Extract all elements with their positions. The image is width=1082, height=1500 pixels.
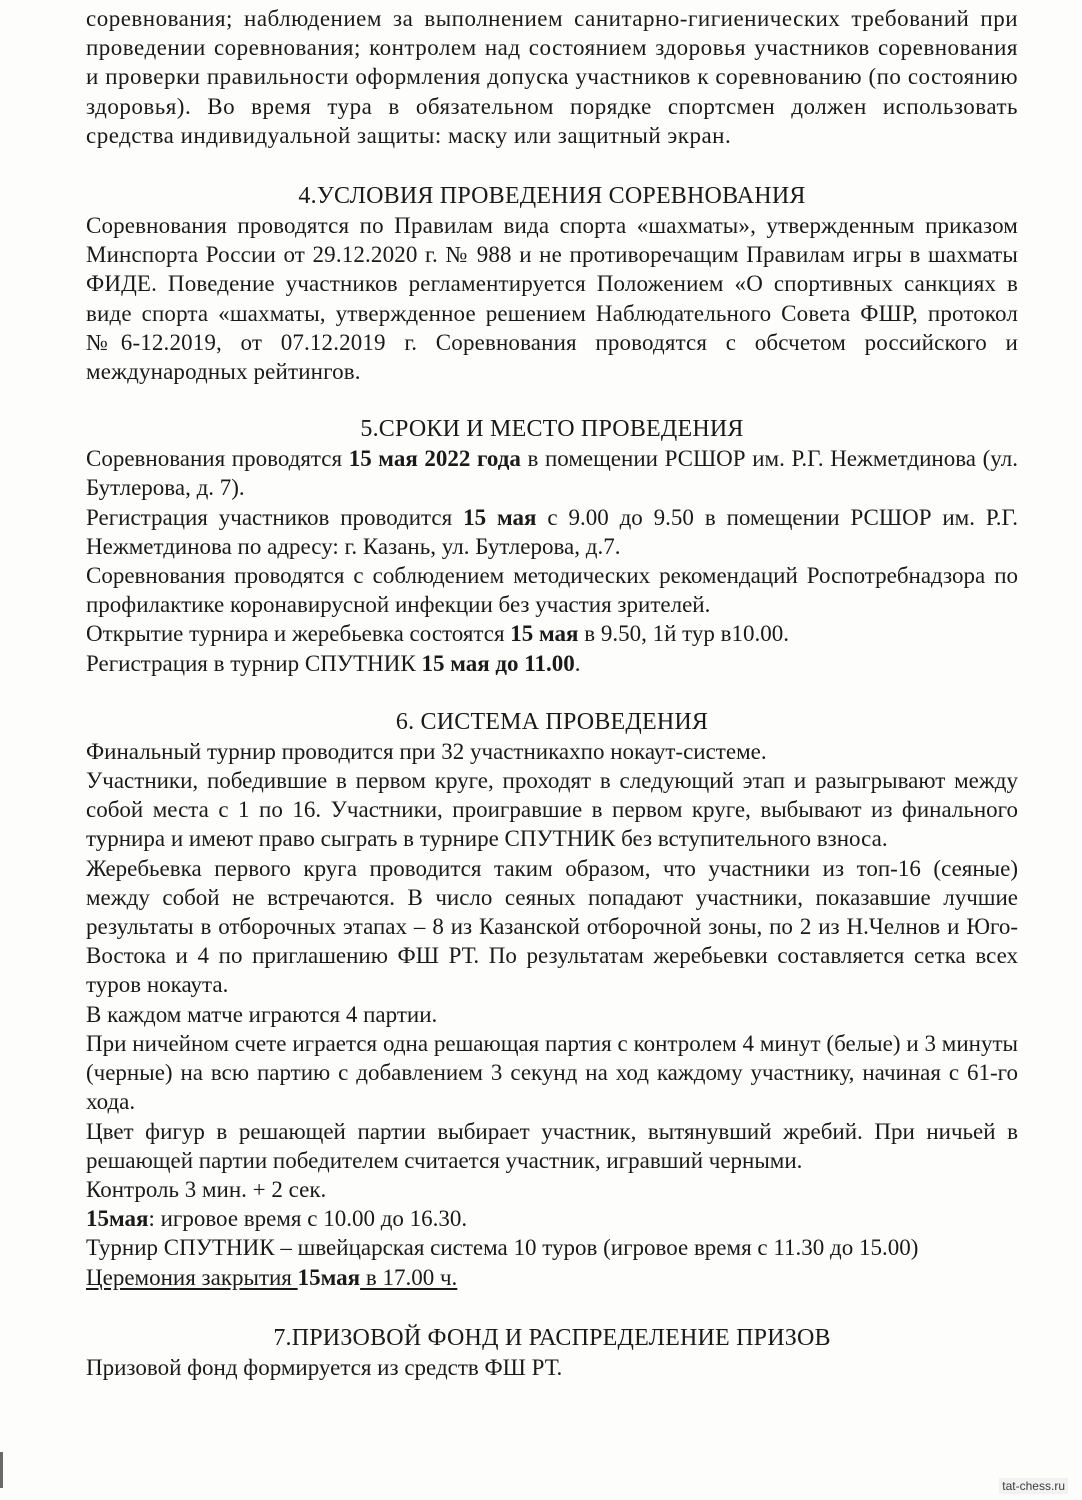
section-6-paragraph-3: Жеребьевка первого круга проводится таким образом, что участники из топ-16 (сеяные) между собой не встречаются. В число сеяных попадают участники, показавшие лучшие результаты в отборочных этапах – 8 из Казанской отборочной зоны, по 2 из Н.Челнов и Юго-Востока и 4 по приглашению ФШ РТ. По результатам жеребьевки составляется сетка всех туров нокаута. [86,855,1018,998]
section-6-paragraph-8 [86,1204,1018,1233]
section-5-paragraph-4 [86,619,1018,648]
text: Регистрация в турнир СПУТНИК [86,650,422,676]
section-6-paragraph-5: При ничейном счете играется одна решающая партия с контролем 4 минут (белые) и 3 минуты (черные) на всю партию с добавлением 3 секунд на ход каждому участнику, начиная с 61-го хода. [86,1030,1018,1115]
section-6-paragraph-9: Турнир СПУТНИК – швейцарская система 10 туров (игровое время с 11.30 до 15.00) [86,1235,919,1261]
ceremony-underlined: Церемония закрытия [86,1264,298,1290]
section-5-heading: 5.СРОКИ И МЕСТО ПРОВЕДЕНИЯ [360,416,744,443]
site-watermark: tat-chess.ru [999,1478,1068,1494]
text: Соревнования проводятся [86,446,349,472]
section-6-paragraph-6: Цвет фигур в решающей партии выбирает участник, вытянувший жребий. При ничьей в решающей партии победителем считается участник, игравший черными. [86,1118,1018,1173]
document-body [86,0,1018,1382]
section-5-paragraph-5 [86,649,1018,678]
text: : игровое время с 10.00 до 16.30. [148,1206,468,1232]
section-5-paragraph-2 [86,503,1018,561]
section-6-paragraph-4: В каждом матче играются 4 партии. [86,1001,438,1027]
date-bold: 15мая [297,1264,361,1290]
section-5-paragraph-3: Соревнования проводятся с соблюдением методических рекомендаций Роспотребнадзора по профилактике коронавирусной инфекции без участия зрителей. [86,563,1018,618]
section-6-paragraph-10 [86,1263,1018,1292]
date-bold: 15 мая 2022 года [348,446,521,472]
date-bold: 15 мая до 11.00 [421,650,575,676]
text: в 9.50, 1й тур в10.00. [578,621,790,647]
section-7-heading: 7.ПРИЗОВОЙ ФОНД И РАСПРЕДЕЛЕНИЕ ПРИЗОВ [273,1324,831,1351]
section-5-paragraph-1 [86,444,1018,502]
ceremony-time-underlined: в 17.00 ч. [360,1264,458,1290]
section-6-paragraph-2: Участники, победившие в первом круге, проходят в следующий этап и разыгрывают между собой места с 1 по 16. Участники, проигравшие в первом круге, выбывают из финального турнира и имеют право сыграть в турнире СПУТНИК без вступительного взноса. [86,768,1018,852]
text: Регистрация участников проводится [86,504,464,530]
section-6-paragraph-7: Контроль 3 мин. + 2 сек. [86,1176,327,1202]
section-4-heading: 4.УСЛОВИЯ ПРОВЕДЕНИЯ СОРЕВНОВАНИЯ [298,183,806,210]
section-7-paragraph-1: Призовой фонд формируется из средств ФШ РТ. [86,1354,563,1380]
date-bold: 15 мая [510,621,579,647]
date-bold: 15мая [86,1206,149,1232]
section-6-paragraph-1: Финальный турнир проводится при 32 участникахпо нокаут-системе. [86,738,767,764]
text: . [574,650,581,676]
date-bold: 15 мая [463,504,537,530]
text: с 9.00 до 9.50 в помещении РСШОР им. Р.Г. Нежметдинова по адресу: г. Казань, ул. Бутлерова, д.7. [86,504,1019,559]
section-6-heading: 6. СИСТЕМА ПРОВЕДЕНИЯ [395,708,709,735]
text: Открытие турнира и жеребьевка состоятся [86,621,511,647]
intro-paragraph: соревнования; наблюдением за выполнением санитарно-гигиенических требований при проведении соревнования; контролем над состоянием здоровья участников соревнования и проверки правильности оформления допуска участников к соревнованию (по состоянию здоровья). Во время тура в обязательном порядке спортсмен должен использовать средства индивидуальной защиты: маску или защитный экран. [86,6,1018,148]
text: в помещении РСШОР им. Р.Г. Нежметдинова (ул. Бутлерова, д. 7). [86,446,1018,501]
section-4-paragraph: Соревнования проводятся по Правилам вида спорта «шахматы», утвержденным приказом Минспорта России от 29.12.2020 г. № 988 и не противоречащим Правилам игры в шахматы ФИДЕ. Поведение участников регламентируется Положением «О спортивных санкциях в виде спорта «шахматы, утвержденное решением Наблюдательного Совета ФШР, протокол №6-12.2019, от 07.12.2019 г. Соревнования проводятся с обсчетом российского и международных рейтингов. [86,213,1018,385]
scan-edge-mark [0,1452,3,1488]
